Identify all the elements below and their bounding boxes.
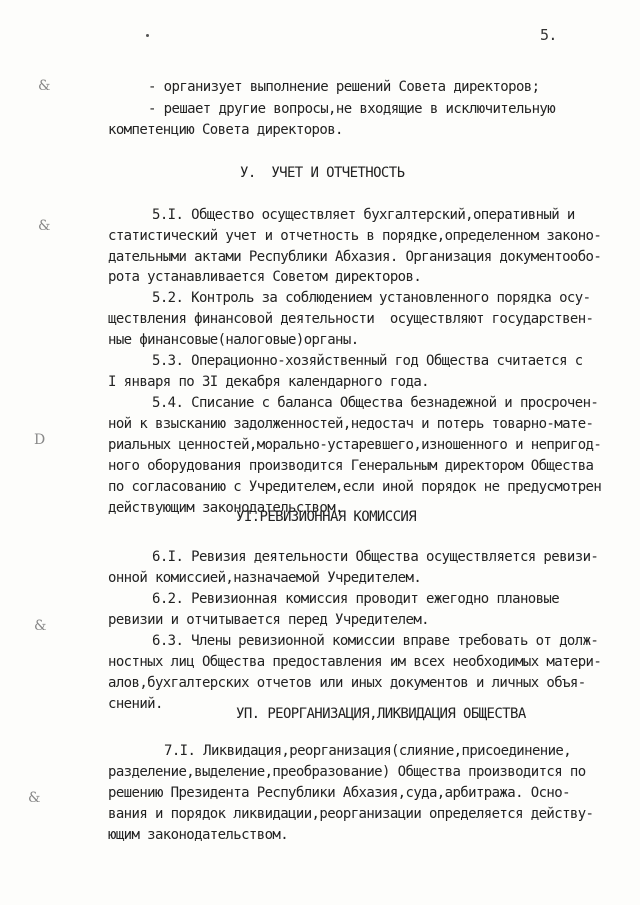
paragraph-line: ществления финансовой деятельности осуществляют государствен- (108, 311, 594, 327)
paragraph-line: по согласованию с Учредителем,если иной порядок не предусмотрен (108, 479, 602, 495)
paragraph-line: ного оборудования производится Генеральным директором Общества (108, 458, 594, 474)
paragraph-line: 7.I. Ликвидация,реорганизация(слияние,присоединение, (164, 743, 572, 759)
margin-mark: & (34, 618, 46, 634)
paragraph-line: разделение,выделение,преобразование) Общества производится по (108, 764, 586, 780)
margin-mark: & (38, 78, 50, 94)
section-heading: УI.РЕВИЗИОННАЯ КОМИССИЯ (236, 509, 417, 525)
paragraph-line: 5.4. Списание с баланса Общества безнадежной и просрочен- (152, 395, 599, 411)
paragraph-line: I января по 3I декабря календарного года. (108, 374, 429, 390)
paragraph-line: 6.3. Члены ревизионной комиссии вправе требовать от долж- (152, 633, 599, 649)
intro-line: - организует выполнение решений Совета директоров; (148, 79, 540, 95)
paragraph-line: вания и порядок ликвидации,реорганизации определяется действу- (108, 806, 594, 822)
paragraph-line: 5.I. Общество осуществляет бухгалтерский,оперативный и (152, 207, 575, 223)
margin-mark: D (34, 432, 45, 448)
paragraph-line: рота устанавливается Советом директоров. (108, 269, 422, 285)
paragraph-line: ревизии и отчитывается перед Учредителем. (108, 612, 429, 628)
scan-speck (146, 34, 149, 37)
paragraph-line: 6.I. Ревизия деятельности Общества осуществляется ревизи- (152, 549, 599, 565)
paragraph-line: ющим законодательством. (108, 827, 289, 843)
paragraph-line: 6.2. Ревизионная комиссия проводит ежегодно плановые (152, 591, 560, 607)
intro-line: компетенцию Совета директоров. (108, 122, 343, 138)
margin-mark: & (28, 790, 40, 806)
paragraph-line: ные финансовые(налоговые)органы. (108, 332, 359, 348)
paragraph-line: алов,бухгалтерских отчетов или иных документов и личных объя- (108, 675, 586, 691)
margin-mark: & (38, 218, 50, 234)
paragraph-line: снений. (108, 696, 163, 712)
intro-line: - решает другие вопросы,не входящие в исключительную (148, 101, 556, 117)
paragraph-line: 5.2. Контроль за соблюдением установленного порядка осу- (152, 290, 591, 306)
paragraph-line: онной комиссией,назначаемой Учредителем. (108, 570, 422, 586)
paragraph-line: действующим законодательством. (108, 500, 343, 516)
paragraph-line: статистический учет и отчетность в порядке,определенном законо- (108, 228, 602, 244)
section-heading: У. УЧЕТ И ОТЧЕТНОСТЬ (240, 165, 405, 181)
section-heading: УП. РЕОРГАНИЗАЦИЯ,ЛИКВИДАЦИЯ ОБЩЕСТВА (236, 706, 526, 722)
paragraph-line: дательными актами Республики Абхазия. Организация документообо- (108, 249, 602, 265)
paragraph-line: ной к взысканию задолженностей,недостач и потерь товарно-мате- (108, 416, 594, 432)
paragraph-line: ностных лиц Общества предоставления им всех необходимых матери- (108, 654, 602, 670)
paragraph-line: риальных ценностей,морально-устаревшего,изношенного и непригод- (108, 437, 602, 453)
page-number: 5. (540, 26, 557, 44)
paragraph-line: 5.3. Операционно-хозяйственный год Общества считается с (152, 353, 583, 369)
paragraph-line: решению Президента Республики Абхазия,суда,арбитража. Осно- (108, 785, 570, 801)
